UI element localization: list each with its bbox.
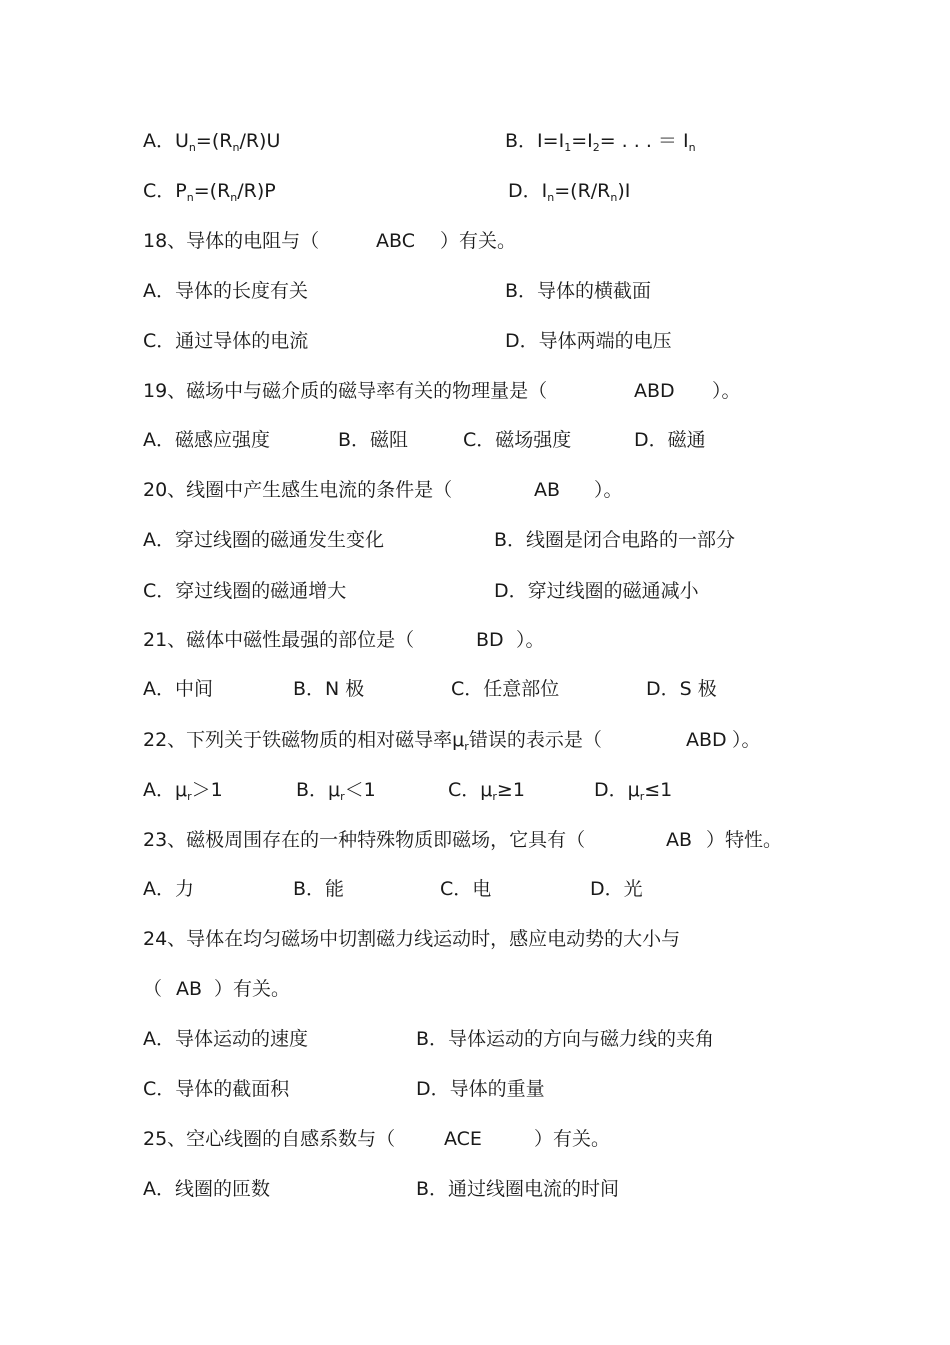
option-d: D．$\mu_r\le 1$ bbox=[594, 779, 673, 803]
option-b: B．能 bbox=[293, 878, 345, 900]
option-d: D．导体两端的电压 bbox=[505, 330, 672, 352]
option-a: A．磁感应强度 bbox=[143, 429, 270, 451]
q17-option-c: C．$P_n=(R_n/R)P$ bbox=[143, 180, 276, 204]
question-text: 23、磁极周围存在的一种特殊物质即磁场，它具有（ bbox=[143, 829, 586, 851]
option-a: A．穿过线圈的磁通发生变化 bbox=[143, 529, 384, 551]
option-a: A．导体的长度有关 bbox=[143, 280, 308, 302]
question-text: 21、磁体中磁性最强的部位是（ bbox=[143, 629, 415, 651]
question-text: 24、导体在均匀磁场中切割磁力线运动时，感应电动势的大小与 bbox=[143, 928, 681, 950]
question-text-end: ）。 bbox=[594, 479, 623, 501]
option-a: A．力 bbox=[143, 878, 194, 900]
answer-text: AB bbox=[534, 479, 561, 501]
option-b: B．磁阻 bbox=[338, 429, 409, 451]
option-b: B．线圈是闭合电路的一部分 bbox=[494, 529, 736, 551]
option-c: C．通过导体的电流 bbox=[143, 330, 309, 352]
question-text: 19、磁场中与磁介质的磁导率有关的物理量是（ bbox=[143, 380, 548, 402]
option-b: B．通过线圈电流的时间 bbox=[416, 1178, 620, 1200]
question-text-open: （ bbox=[143, 978, 163, 1000]
option-c: C．任意部位 bbox=[451, 678, 560, 700]
option-c: C．磁场强度 bbox=[463, 429, 572, 451]
answer-text: AB bbox=[176, 978, 203, 1000]
question-text-end: ）有关。 bbox=[440, 230, 517, 252]
option-d: D．穿过线圈的磁通减小 bbox=[494, 580, 699, 602]
option-d: D．导体的重量 bbox=[416, 1078, 545, 1100]
q17-option-a: A．$U_n=(R_n/R)U$ bbox=[143, 130, 281, 154]
option-b: B．$\mu_r<1$ bbox=[296, 779, 376, 803]
answer-text: AB bbox=[666, 829, 693, 851]
option-b: B．导体运动的方向与磁力线的夹角 bbox=[416, 1028, 715, 1050]
question-text-end: ）。 bbox=[516, 629, 545, 651]
answer-text: ABD bbox=[634, 380, 675, 402]
option-b: B．N 极 bbox=[293, 678, 365, 700]
question-text-end: ）有关。 bbox=[534, 1128, 611, 1150]
option-d: D．光 bbox=[590, 878, 643, 900]
option-a: A．中间 bbox=[143, 678, 213, 700]
answer-text: ACE bbox=[444, 1128, 482, 1150]
option-b: B．导体的横截面 bbox=[505, 280, 652, 302]
question-text: 20、线圈中产生感生电流的条件是（ bbox=[143, 479, 453, 501]
question-text: 25、空心线圈的自感系数与（ bbox=[143, 1128, 396, 1150]
option-c: C．导体的截面积 bbox=[143, 1078, 290, 1100]
option-a: A．导体运动的速度 bbox=[143, 1028, 308, 1050]
q17-option-b: B．$I=I_1=I_2=$ . . . ＝ $I_n$ bbox=[505, 130, 696, 154]
question-text-end: ）。 bbox=[732, 729, 761, 751]
q17-option-d: D．$I_n=(R/R_n)I$ bbox=[508, 180, 631, 204]
option-c: C．$\mu_r\ge 1$ bbox=[448, 779, 525, 803]
question-text-end: ）有关。 bbox=[214, 978, 291, 1000]
answer-text: ABC bbox=[376, 230, 415, 252]
option-d: D．S 极 bbox=[646, 678, 717, 700]
question-text: 22、下列关于铁磁物质的相对磁导率$\mu_r$错误的表示是（ bbox=[143, 729, 602, 753]
option-a: A．$\mu_r>1$ bbox=[143, 779, 223, 803]
option-c: C．穿过线圈的磁通增大 bbox=[143, 580, 347, 602]
question-text: 18、导体的电阻与（ bbox=[143, 230, 320, 252]
option-c: C．电 bbox=[440, 878, 492, 900]
answer-text: BD bbox=[476, 629, 504, 651]
question-text-end: ）特性。 bbox=[706, 829, 783, 851]
answer-text: ABD bbox=[686, 729, 727, 751]
question-text-end: ）。 bbox=[712, 380, 741, 402]
option-a: A．线圈的匝数 bbox=[143, 1178, 270, 1200]
option-d: D．磁通 bbox=[634, 429, 706, 451]
